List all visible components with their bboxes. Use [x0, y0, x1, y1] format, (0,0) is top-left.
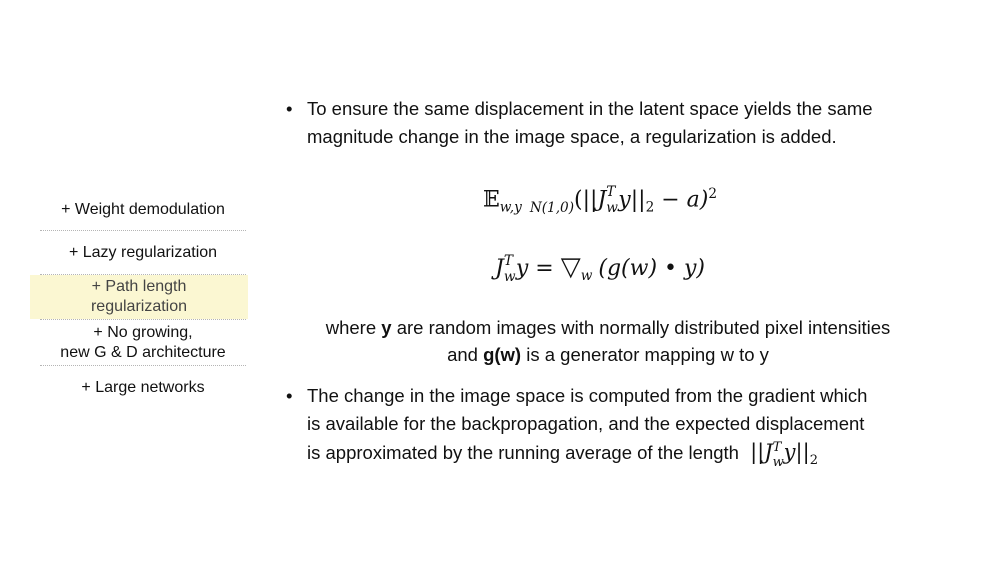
sidebar-item-lazy-regularization — [40, 231, 246, 274]
expectation-subscript: w,y — [499, 199, 522, 216]
equation-jacobian-gradient — [300, 252, 900, 284]
minus-a: − a) — [654, 187, 709, 213]
jacobian-subscript: w — [606, 200, 618, 217]
sidebar-item-label: + Lazy regularization — [68, 243, 218, 261]
sidebar-item-path-length-regularization — [30, 275, 248, 319]
sidebar-item-no-growing — [40, 320, 246, 365]
equals-sign: = — [528, 256, 561, 281]
transpose-superscript: T — [503, 253, 513, 269]
sidebar-item-weight-demodulation — [40, 190, 246, 230]
sidebar-item-label: + No growing, — [93, 323, 193, 341]
norm-open: || — [750, 440, 765, 464]
norm-close: || — [795, 440, 810, 464]
nabla-subscript: w — [580, 268, 593, 285]
transpose-superscript: T — [606, 184, 616, 201]
inline-norm-expression — [750, 439, 818, 470]
jacobian-subscript: w — [772, 454, 784, 470]
nabla-icon: ▽ — [560, 252, 581, 282]
where-y-bold: y — [381, 317, 392, 338]
where-g-bold: g(w) — [483, 344, 522, 365]
sidebar-item-label: + Path length — [91, 278, 187, 295]
jacobian-symbol: J — [597, 187, 607, 213]
norm-subscript: 2 — [645, 199, 655, 216]
where-text: is a generator mapping w to y — [521, 344, 769, 365]
bullet-gradient — [286, 382, 946, 475]
bullet-text-line: The change in the image space is computed from the gradient which — [307, 385, 868, 406]
sidebar-item-label: regularization — [90, 298, 188, 315]
jacobian-symbol: J — [495, 256, 504, 281]
equation-path-length-penalty — [300, 186, 900, 216]
sidebar-item-label: new G & D architecture — [60, 343, 226, 361]
where-text: are random images with normally distributed pixel intensities — [391, 317, 891, 338]
bullet-text-line: is approximated by the running average of the length — [307, 442, 739, 463]
sidebar-item-label: + Large networks — [81, 379, 205, 396]
norm-close: || — [630, 187, 646, 213]
sidebar-item-large-networks — [40, 366, 246, 410]
where-line-2 — [296, 341, 920, 368]
norm-subscript: 2 — [809, 453, 818, 469]
jacobian-subscript: w — [503, 269, 516, 285]
bullet-text-line: magnitude change in the image space, a regularization is added. — [307, 126, 837, 147]
expectation-symbol: 𝔼 — [482, 187, 500, 213]
sidebar-item-label: + Weight demodulation — [61, 201, 225, 218]
bullet-icon: • — [286, 385, 293, 406]
jacobian-symbol: J — [764, 440, 773, 464]
y-symbol: y — [783, 440, 796, 464]
where-text: and — [447, 344, 484, 365]
gradient-argument: (g(w) • y) — [598, 256, 705, 281]
y-symbol: y — [515, 256, 529, 281]
bullet-text-line-with-math — [307, 438, 946, 475]
transpose-superscript: T — [772, 439, 782, 455]
sidebar-list — [40, 190, 246, 410]
power: 2 — [708, 186, 718, 202]
bullet-text-line: is available for the backpropagation, and the expected displacement — [307, 413, 865, 434]
where-explanation — [296, 314, 920, 368]
where-text: where — [325, 317, 382, 338]
bullet-regularization — [286, 95, 946, 151]
distribution-subscript: N(1,0) — [529, 199, 575, 216]
eq-paren-open: (|| — [574, 187, 598, 213]
bullet-icon: • — [286, 98, 293, 119]
where-line-1 — [296, 314, 920, 341]
y-symbol: y — [618, 187, 631, 213]
bullet-text-line: To ensure the same displacement in the latent space yields the same — [307, 98, 873, 119]
